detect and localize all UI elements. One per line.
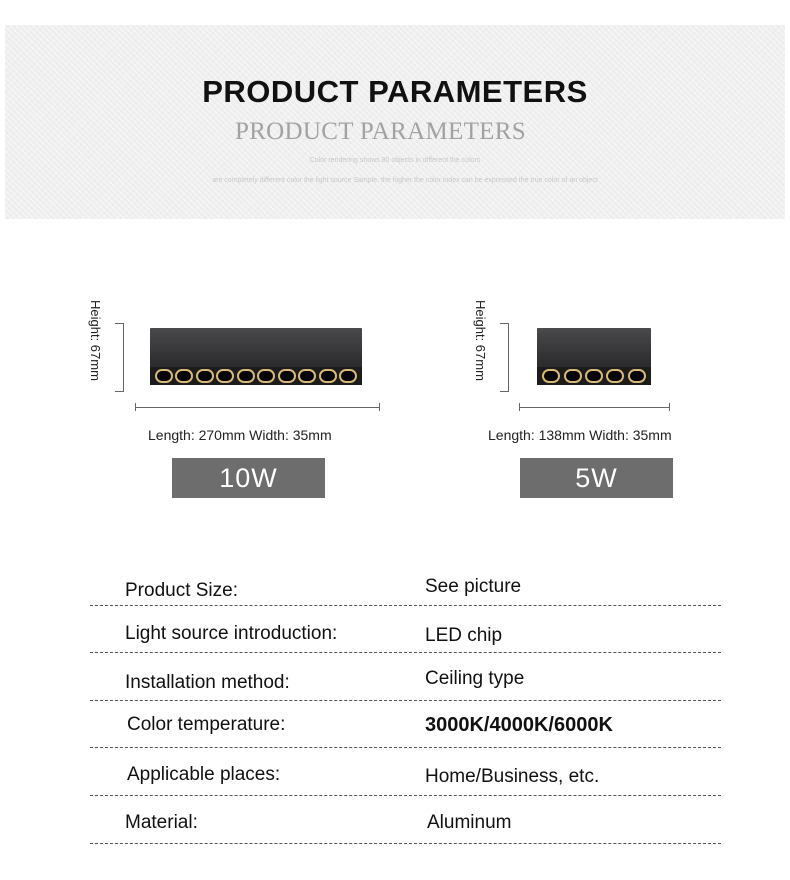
spec-label: Product Size: xyxy=(125,580,238,601)
height-dimension-line xyxy=(123,323,124,392)
spec-row xyxy=(90,748,721,796)
led-lens xyxy=(278,369,296,383)
fine-print-line-2: are completely different color the light source Sample. the higher the color index can be expressed the true color of an object xyxy=(212,177,598,184)
wattage-badge: 5W xyxy=(520,458,673,498)
led-lens xyxy=(237,369,255,383)
spec-label: Installation method: xyxy=(125,672,290,693)
led-strip xyxy=(537,367,651,385)
dimension-tick xyxy=(115,323,123,324)
led-lens xyxy=(606,369,624,383)
led-lens xyxy=(257,369,275,383)
spec-value: See picture xyxy=(425,576,522,597)
lamp-image-10w xyxy=(150,328,362,385)
page-title: PRODUCT PARAMETERS xyxy=(202,74,588,109)
spec-value: LED chip xyxy=(425,625,503,646)
lamp-image-5w xyxy=(537,328,651,385)
dimensions-text: Length: 270mm Width: 35mm xyxy=(148,427,332,443)
dimension-tick xyxy=(379,403,380,411)
height-label: Height: 67mm xyxy=(473,300,488,381)
spec-row xyxy=(90,558,721,606)
spec-value: Home/Business, etc. xyxy=(425,766,600,787)
page-subtitle: PRODUCT PARAMETERS xyxy=(235,118,526,145)
led-lens xyxy=(339,369,357,383)
dimension-tick xyxy=(115,391,123,392)
spec-value: Aluminum xyxy=(427,812,512,833)
led-lens xyxy=(216,369,234,383)
led-strip xyxy=(150,367,362,385)
wattage-badge: 10W xyxy=(172,458,325,498)
length-dimension-line xyxy=(135,407,380,408)
spec-value: 3000K/4000K/6000K xyxy=(425,714,613,736)
fine-print-line-1: Color rendering shows 80 objects in different the colors xyxy=(309,157,481,164)
spec-label: Light source introduction: xyxy=(125,623,338,644)
led-lens xyxy=(628,369,646,383)
height-dimension-line xyxy=(508,323,509,392)
spec-row xyxy=(90,796,721,844)
led-lens xyxy=(319,369,337,383)
spec-label: Applicable places: xyxy=(127,764,281,785)
led-lens xyxy=(298,369,316,383)
dimensions-text: Length: 138mm Width: 35mm xyxy=(488,427,672,443)
led-lens xyxy=(542,369,560,383)
spec-value: Ceiling type xyxy=(425,668,525,689)
spec-row xyxy=(90,653,721,701)
spec-row xyxy=(90,700,721,748)
spec-label: Color temperature: xyxy=(127,714,286,735)
spec-row xyxy=(90,605,721,653)
dimension-tick xyxy=(500,323,508,324)
led-lens xyxy=(585,369,603,383)
length-dimension-line xyxy=(519,407,670,408)
led-lens xyxy=(196,369,214,383)
dimension-tick xyxy=(669,403,670,411)
height-label: Height: 67mm xyxy=(88,300,103,381)
led-lens xyxy=(155,369,173,383)
dimension-tick xyxy=(500,391,508,392)
led-lens xyxy=(564,369,582,383)
led-lens xyxy=(175,369,193,383)
spec-label: Material: xyxy=(125,812,198,833)
